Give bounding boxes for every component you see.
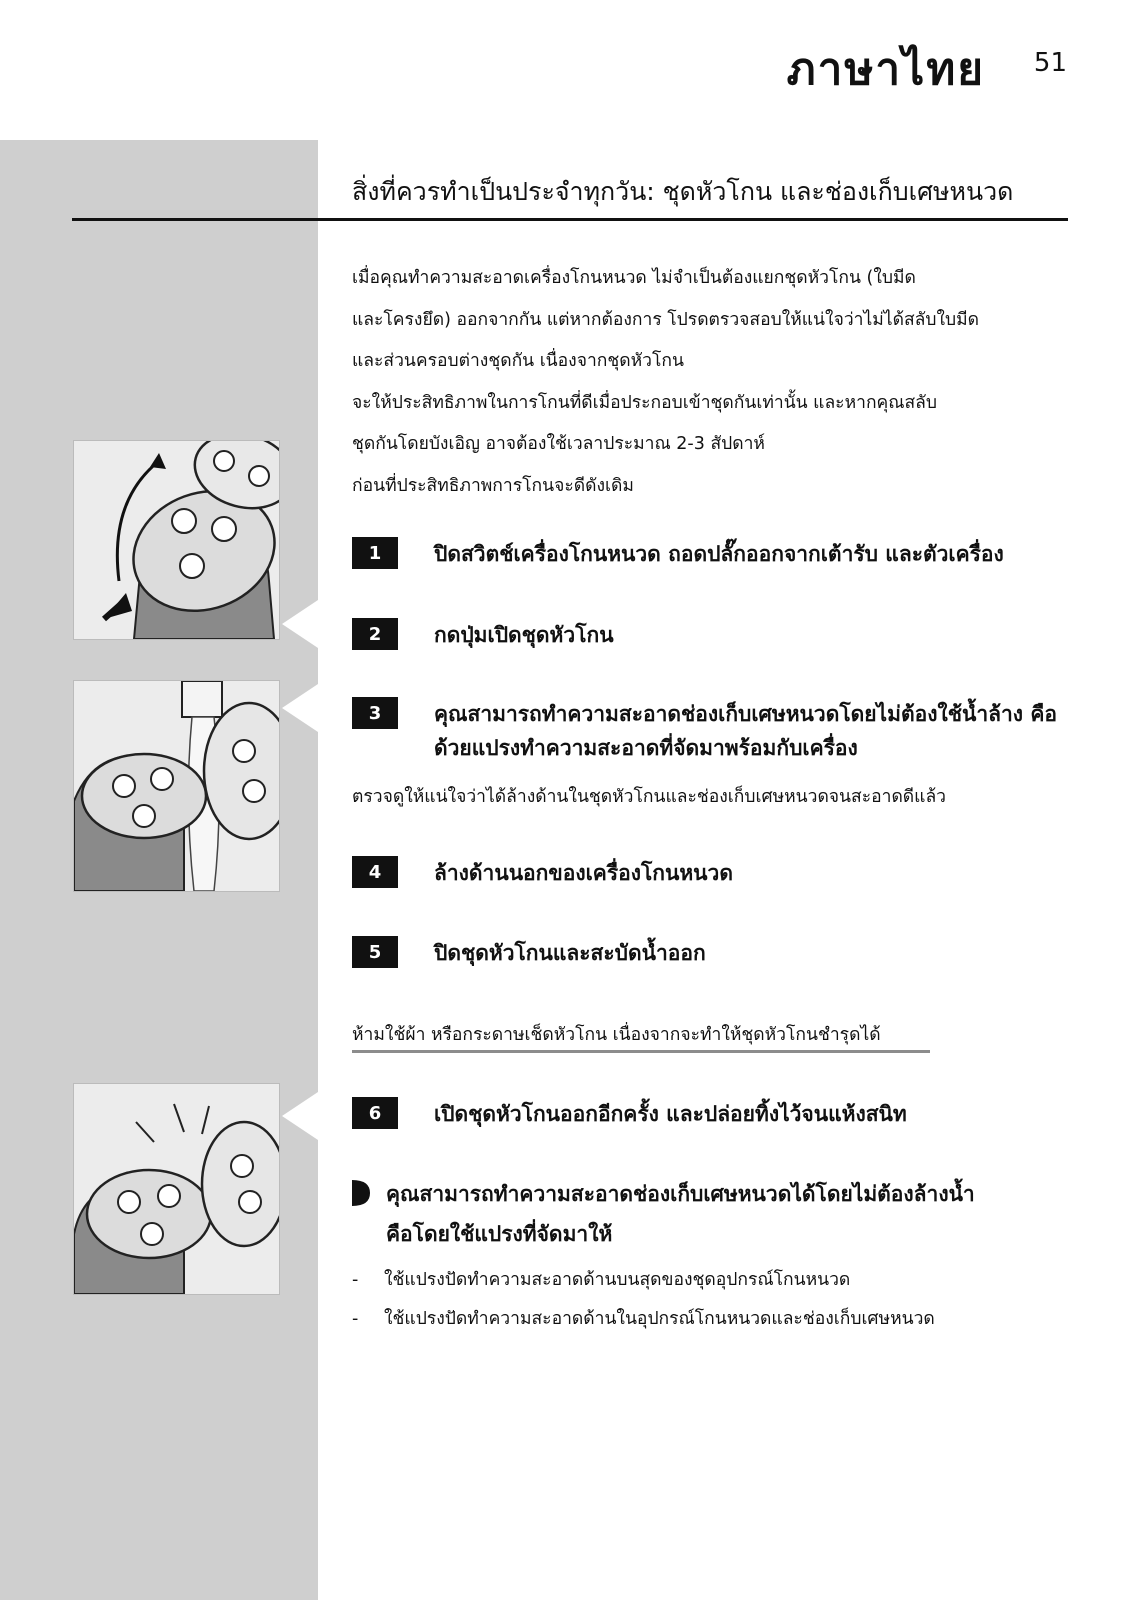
step-text: เปิดชุดหัวโกนออกอีกครั้ง และปล่อยทิ้งไว้จนแห้งสนิท [434, 1102, 907, 1126]
intro-line: จะให้ประสิทธิภาพในการโกนที่ดีเมื่อประกอบเข้าชุดกันเท่านั้น และหากคุณสลับ [352, 392, 937, 413]
shaver-opening-image [74, 441, 279, 639]
intro-paragraph [352, 258, 1072, 507]
shaver-rinse-image [74, 681, 279, 891]
illustration-open-shaving-unit [73, 440, 280, 640]
bullet-text: ใช้แปรงปัดทำความสะอาดด้านบนสุดของชุดอุปกรณ์โกนหนวด [384, 1270, 851, 1290]
step-text: ล้างด้านนอกของเครื่องโกนหนวด [434, 861, 733, 885]
intro-line: ชุดกันโดยบังเอิญ อาจต้องใช้เวลาประมาณ 2-3 สัปดาห์ [352, 434, 765, 454]
tip-text [386, 1174, 975, 1254]
step-text [434, 697, 1094, 765]
illustration-pointer [282, 600, 318, 648]
intro-line: ก่อนที่ประสิทธิภาพการโกนจะดีดังเดิม [352, 475, 634, 496]
tip-line: คือโดยใช้แปรงที่จัดมาให้ [386, 1222, 613, 1246]
step-number-badge: 3 [352, 697, 398, 729]
shaver-dry-image [74, 1084, 279, 1294]
step-text-line: คุณสามารถทำความสะอาดช่องเก็บเศษหนวดโดยไม่ต้องใช้น้ำล้าง คือ [434, 702, 1058, 726]
illustration-dry-shaving-unit [73, 1083, 280, 1295]
tip-line: คุณสามารถทำความสะอาดช่องเก็บเศษหนวดได้โดยไม่ต้องล้างน้ำ [386, 1182, 975, 1206]
caution-divider [352, 1050, 930, 1053]
illustration-rinse-shaving-unit [73, 680, 280, 892]
bullet-item [352, 1304, 935, 1332]
step-number-badge: 5 [352, 936, 398, 968]
title-divider [72, 218, 1068, 221]
step-text: กดปุ่มเปิดชุดหัวโกน [434, 623, 614, 647]
bullet-dash: - [352, 1270, 359, 1290]
intro-line: และส่วนครอบต่างชุดกัน เนื่องจากชุดหัวโกน [352, 351, 684, 371]
step-text-line: ด้วยแปรงทำความสะอาดที่จัดมาพร้อมกับเครื่อง [434, 736, 858, 760]
page-language-heading: ภาษาไทย [786, 44, 985, 95]
intro-line: เมื่อคุณทำความสะอาดเครื่องโกนหนวด ไม่จำเป็นต้องแยกชุดหัวโกน (ใบมีด [352, 268, 916, 288]
step-3-note: ตรวจดูให้แน่ใจว่าได้ล้างด้านในชุดหัวโกนและช่องเก็บเศษหนวดจนสะอาดดีแล้ว [352, 787, 947, 807]
bullet-text: ใช้แปรงปัดทำความสะอาดด้านในอุปกรณ์โกนหนวดและช่องเก็บเศษหนวด [384, 1309, 935, 1329]
step-number-badge: 2 [352, 618, 398, 650]
intro-line: และโครงยึด) ออกจากกัน แต่หากต้องการ โปรดตรวจสอบให้แน่ใจว่าไม่ได้สลับใบมีด [352, 309, 980, 330]
illustration-pointer [282, 1092, 318, 1140]
step-number-badge: 4 [352, 856, 398, 888]
caution-text: ห้ามใช้ผ้า หรือกระดาษเช็ดหัวโกน เนื่องจากจะทำให้ชุดหัวโกนชำรุดได้ [352, 1025, 881, 1045]
page-number: 51 [1033, 48, 1067, 78]
step-number-badge: 6 [352, 1097, 398, 1129]
step-number-badge: 1 [352, 537, 398, 569]
tip-marker-icon [352, 1180, 370, 1206]
bullet-dash: - [352, 1309, 359, 1329]
section-title: สิ่งที่ควรทำเป็นประจำทุกวัน: ชุดหัวโกน และช่องเก็บเศษหนวด [352, 177, 1014, 206]
illustration-pointer [282, 684, 318, 732]
bullet-item [352, 1265, 850, 1293]
step-text: ปิดชุดหัวโกนและสะบัดน้ำออก [434, 941, 706, 965]
step-text: ปิดสวิตช์เครื่องโกนหนวด ถอดปลั๊กออกจากเต้ารับ และตัวเครื่อง [434, 542, 1004, 566]
